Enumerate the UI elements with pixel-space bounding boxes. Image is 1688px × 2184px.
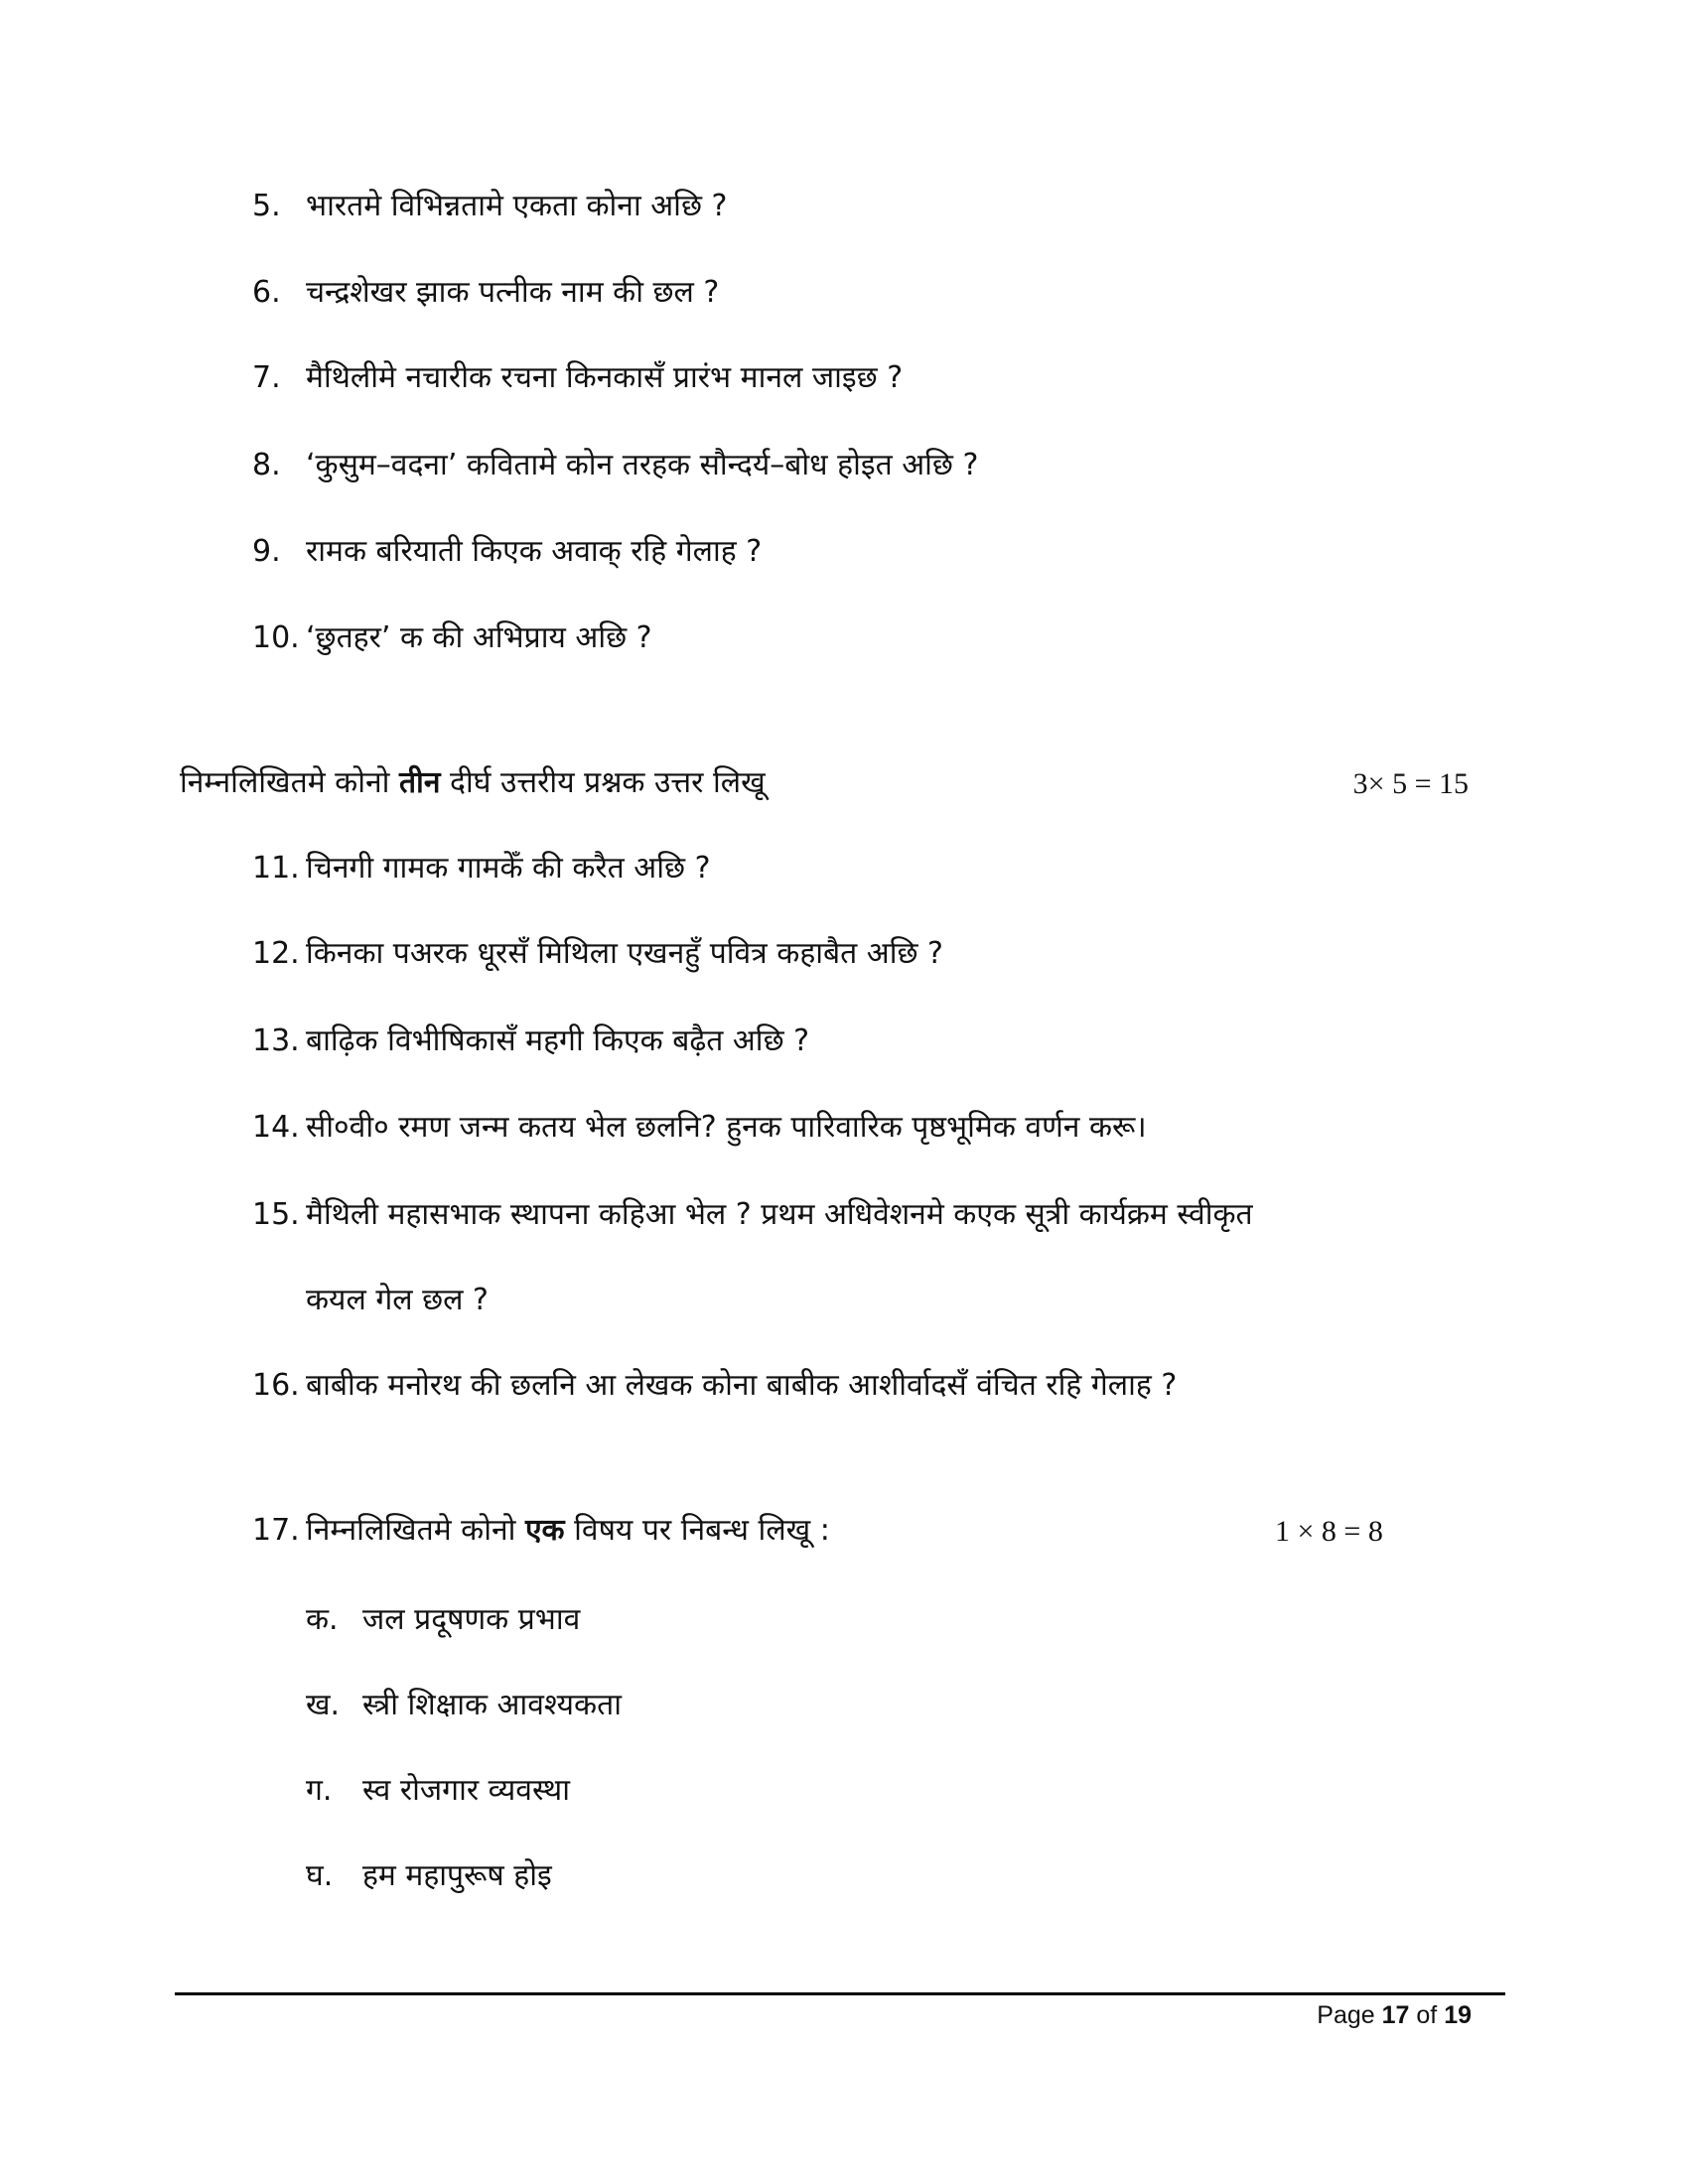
question-text: रामक बरियाती किएक अवाक् रहि गेलाह ? <box>306 534 763 569</box>
question-number: 15. <box>252 1197 300 1232</box>
question-number: 7. <box>252 360 281 395</box>
question-text: ‘कुसुम–वदना’ कवितामे कोन तरहक सौन्दर्य–बोध होइत अछि ? <box>306 448 979 482</box>
question-text: भारतमे विभिन्नतामे एकता कोना अछि ? <box>306 189 728 223</box>
question-number: 16. <box>252 1368 300 1403</box>
page-word: Page <box>1317 2001 1375 2029</box>
question-number: 17. <box>252 1513 300 1548</box>
heading-bold: तीन <box>398 765 441 800</box>
question-text: मैथिली महासभाक स्थापना कहिआ भेल ? प्रथम अधिवेशनमे कएक सूत्री कार्यक्रम स्वीकृत <box>306 1197 1253 1232</box>
section-marks: 3× 5 = 15 <box>1352 767 1469 800</box>
option-label: क. <box>306 1602 339 1637</box>
question-number: 8. <box>252 448 281 482</box>
option-label: घ. <box>306 1858 334 1893</box>
question-number: 5. <box>252 189 281 223</box>
question-text <box>306 1511 830 1551</box>
question-number: 14. <box>252 1110 300 1145</box>
heading-post: दीर्घ उत्तरीय प्रश्नक उत्तर लिखू <box>440 765 766 800</box>
question-number: 13. <box>252 1024 300 1058</box>
question-text: बाढ़िक विभीषिकासँ महगी किएक बढ़ैत अछि ? <box>306 1024 810 1058</box>
of-word: of <box>1416 2001 1438 2029</box>
question-text: चन्द्रशेखर झाक पत्नीक नाम की छल ? <box>306 275 720 310</box>
heading-pre: निम्नलिखितमे कोनो <box>180 765 399 800</box>
option-text: स्त्री शिक्षाक आवश्यकता <box>362 1688 622 1722</box>
question-text: सी०वी० रमण जन्म कतय भेल छलनि? हुनक पारिवारिक पृष्ठभूमिक वर्णन करू। <box>306 1110 1147 1145</box>
option-text: स्व रोजगार व्यवस्था <box>362 1773 571 1808</box>
question-text: मैथिलीमे नचारीक रचना किनकासँ प्रारंभ मानल जाइछ ? <box>306 360 904 395</box>
essay-bold: एक <box>524 1513 565 1548</box>
question-text: ‘छुतहर’ क की अभिप्राय अछि ? <box>306 620 652 655</box>
question-number: 9. <box>252 534 281 569</box>
question-number: 6. <box>252 275 281 310</box>
question-number: 11. <box>252 851 300 886</box>
question-text: बाबीक मनोरथ की छलनि आ लेखक कोना बाबीक आशीर्वादसँ वंचित रहि गेलाह ? <box>306 1368 1178 1403</box>
essay-post: विषय पर निबन्ध लिखू : <box>564 1513 830 1548</box>
question-number: 12. <box>252 936 300 971</box>
essay-pre: निम्नलिखितमे कोनो <box>306 1513 525 1548</box>
question-text: किनका पअरक धूरसँ मिथिला एखनहुँ पवित्र कहाबैत अछि ? <box>306 936 943 971</box>
footer-divider <box>175 1992 1505 1995</box>
option-text: जल प्रदूषणक प्रभाव <box>362 1602 581 1637</box>
essay-marks: 1 × 8 = 8 <box>1275 1515 1383 1548</box>
question-number: 10. <box>252 620 300 655</box>
total-pages: 19 <box>1444 2001 1472 2029</box>
page-number <box>1317 2001 1472 2030</box>
option-text: हम महापुरूष होइ <box>362 1858 552 1893</box>
section-heading-long <box>180 763 766 803</box>
current-page: 17 <box>1381 2001 1410 2029</box>
question-text: चिनगी गामक गामकेँ की करैत अछि ? <box>306 851 711 886</box>
question-text: कयल गेल छल ? <box>306 1283 489 1317</box>
option-label: ग. <box>306 1773 333 1808</box>
option-label: ख. <box>306 1688 341 1722</box>
